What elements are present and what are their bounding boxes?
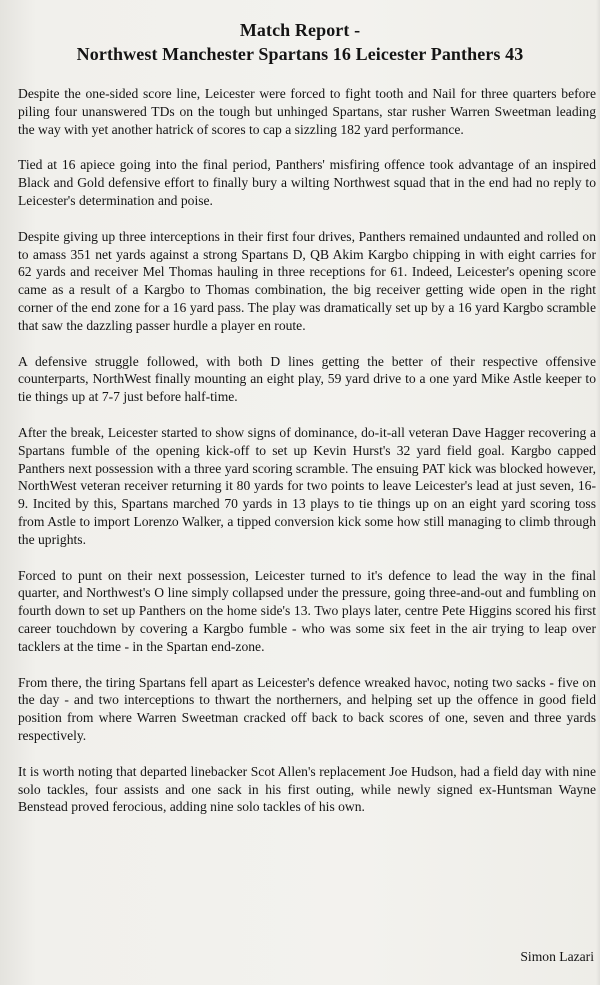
paragraph-final-quarter: Forced to punt on their next possession, Leicester turned to it's defence to lead the way in the final quarter, and Northwest's O line simply collapsed under the pressure, going three-and-out and fumbling on fourth down to set up Panthers on the home side's 13. Two plays later, centre Pete Higgins scored his first career touchdown by covering a Kargbo fumble - who was some six feet in the air trying to leap over tacklers at the time - in the Spartan end-zone. <box>18 567 596 654</box>
paragraph-opening-score: Despite giving up three interceptions in their first four drives, Panthers remained undaunted and rolled on to amass 351 net yards against a strong Spartans D, QB Akim Kargbo chipping in with eight carries for 62 yards and receiver Mel Thomas hauling in three receptions for 61. Indeed, Leicester's opening score came as a result of a Kargbo to Thomas combination, the big receiver getting wide open in the right corner of the end zone for a 16 yard pass. The play was dramatically set up by a 16 yard Kargbo scramble that saw the dazzling passer hurdle a player en route. <box>18 228 596 333</box>
paragraph-after-break: After the break, Leicester started to show signs of dominance, do-it-all veteran Dave Hagger recovering a Spartans fumble of the opening kick-off to set up Kevin Hurst's 32 yard field goal. Kargbo capped Panthers next possession with a three yard scoring scramble. The ensuing PAT kick was blocked however, NorthWest veteran receiver returning it 80 yards for two points to leave Leicester's lead at just seven, 16-9. Incited by this, Spartans marched 70 yards in 13 plays to tie things up on an eight yard scoring toss from Astle to import Lorenzo Walker, a tipped conversion kick some how still managing to climb through the uprights. <box>18 424 596 547</box>
report-body <box>18 85 596 834</box>
paragraph-summary: Despite the one-sided score line, Leicester were forced to fight tooth and Nail for three quarters before piling four unanswered TDs on the tough but unhinged Spartans, star rusher Warren Sweetman leading the way with yet another hatrick of scores to cap a sizzling 182 yard performance. <box>18 86 596 137</box>
paragraph-spartans-fall-apart: From there, the tiring Spartans fell apart as Leicester's defence wreaked havoc, noting two sacks - five on the day - and two interceptions to thwart the northerners, and helping set up the offence in good field position from where Warren Sweetman cracked off back to back scores of one, seven and three yards respectively. <box>18 674 596 743</box>
paragraph-player-notes: It is worth noting that departed linebacker Scot Allen's replacement Joe Hudson, had a field day with nine solo tackles, four assists and one sack in his first outing, while newly signed ex-Huntsman Wayne Benstead proved ferocious, adding nine solo tackles of his own. <box>18 763 596 815</box>
author-signature: Simon Lazari <box>520 949 594 964</box>
report-title: Match Report - <box>239 20 361 40</box>
page-edge-shadow <box>596 0 600 985</box>
match-score-line: Northwest Manchester Spartans 16 Leicester Panthers 43 <box>76 44 524 64</box>
paragraph-final-period: Tied at 16 apiece going into the final period, Panthers' misfiring offence took advantage of an inspired Black and Gold defensive effort to finally bury a wilting Northwest squad that in the end had no reply to Leicester's determination and poise. <box>18 157 596 208</box>
report-header <box>0 18 600 66</box>
paragraph-defensive-struggle: A defensive struggle followed, with both D lines getting the better of their respective offensive counterparts, NorthWest finally mounting an eight play, 59 yard drive to a one yard Mike Astle keeper to tie things up at 7-7 just before half-time. <box>18 353 596 405</box>
